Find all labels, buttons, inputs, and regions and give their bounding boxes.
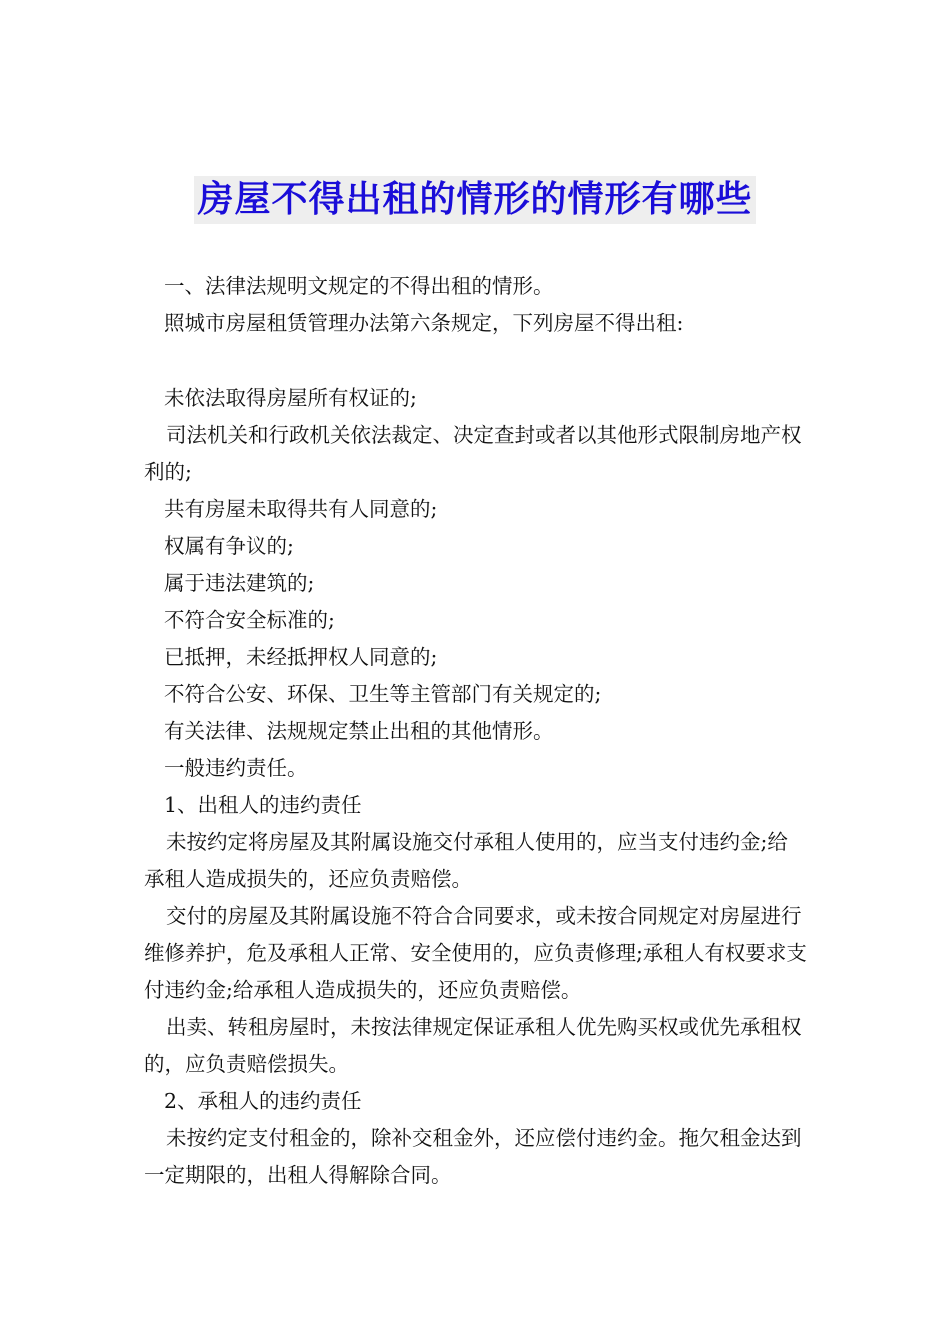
paragraph: 交付的房屋及其附属设施不符合合同要求，或未按合同规定对房屋进行维修养护，危及承租人正常、安全使用的，应负责修理;承租人有权要求支付违约金;给承租人造成损失的，还应负责赔偿。 — [144, 904, 807, 1002]
section-heading: 1、出租人的违约责任 — [164, 793, 362, 817]
paragraph: 不符合公安、环保、卫生等主管部门有关规定的; — [164, 682, 602, 706]
paragraph: 出卖、转租房屋时，未按法律规定保证承租人优先购买权或优先承租权的，应负责赔偿损失。 — [144, 1015, 802, 1076]
paragraph: 一、法律法规明文规定的不得出租的情形。 — [164, 274, 554, 298]
paragraph: 有关法律、法规规定禁止出租的其他情形。 — [164, 719, 554, 743]
paragraph: 司法机关和行政机关依法裁定、决定查封或者以其他形式限制房地产权利的; — [144, 423, 802, 484]
paragraph: 不符合安全标准的; — [164, 608, 335, 632]
paragraph: 未依法取得房屋所有权证的; — [164, 386, 417, 410]
paragraph: 照城市房屋租赁管理办法第六条规定，下列房屋不得出租: — [164, 311, 684, 335]
paragraph: 未按约定将房屋及其附属设施交付承租人使用的，应当支付违约金;给承租人造成损失的，还应负责赔偿。 — [144, 830, 788, 891]
paragraph: 已抵押，未经抵押权人同意的; — [164, 645, 438, 669]
blank-line — [144, 342, 808, 380]
paragraph: 共有房屋未取得共有人同意的; — [164, 497, 438, 521]
paragraph: 未按约定支付租金的，除补交租金外，还应偿付违约金。拖欠租金达到一定期限的，出租人得解除合同。 — [144, 1126, 802, 1187]
paragraph: 权属有争议的; — [164, 534, 294, 558]
paragraph: 属于违法建筑的; — [164, 571, 315, 595]
paragraph: 一般违约责任。 — [164, 756, 308, 780]
section-heading: 2、承租人的违约责任 — [164, 1089, 362, 1113]
document-body — [144, 268, 808, 1194]
title-container — [0, 176, 950, 224]
document-title: 房屋不得出租的情形的情形有哪些 — [194, 176, 755, 224]
